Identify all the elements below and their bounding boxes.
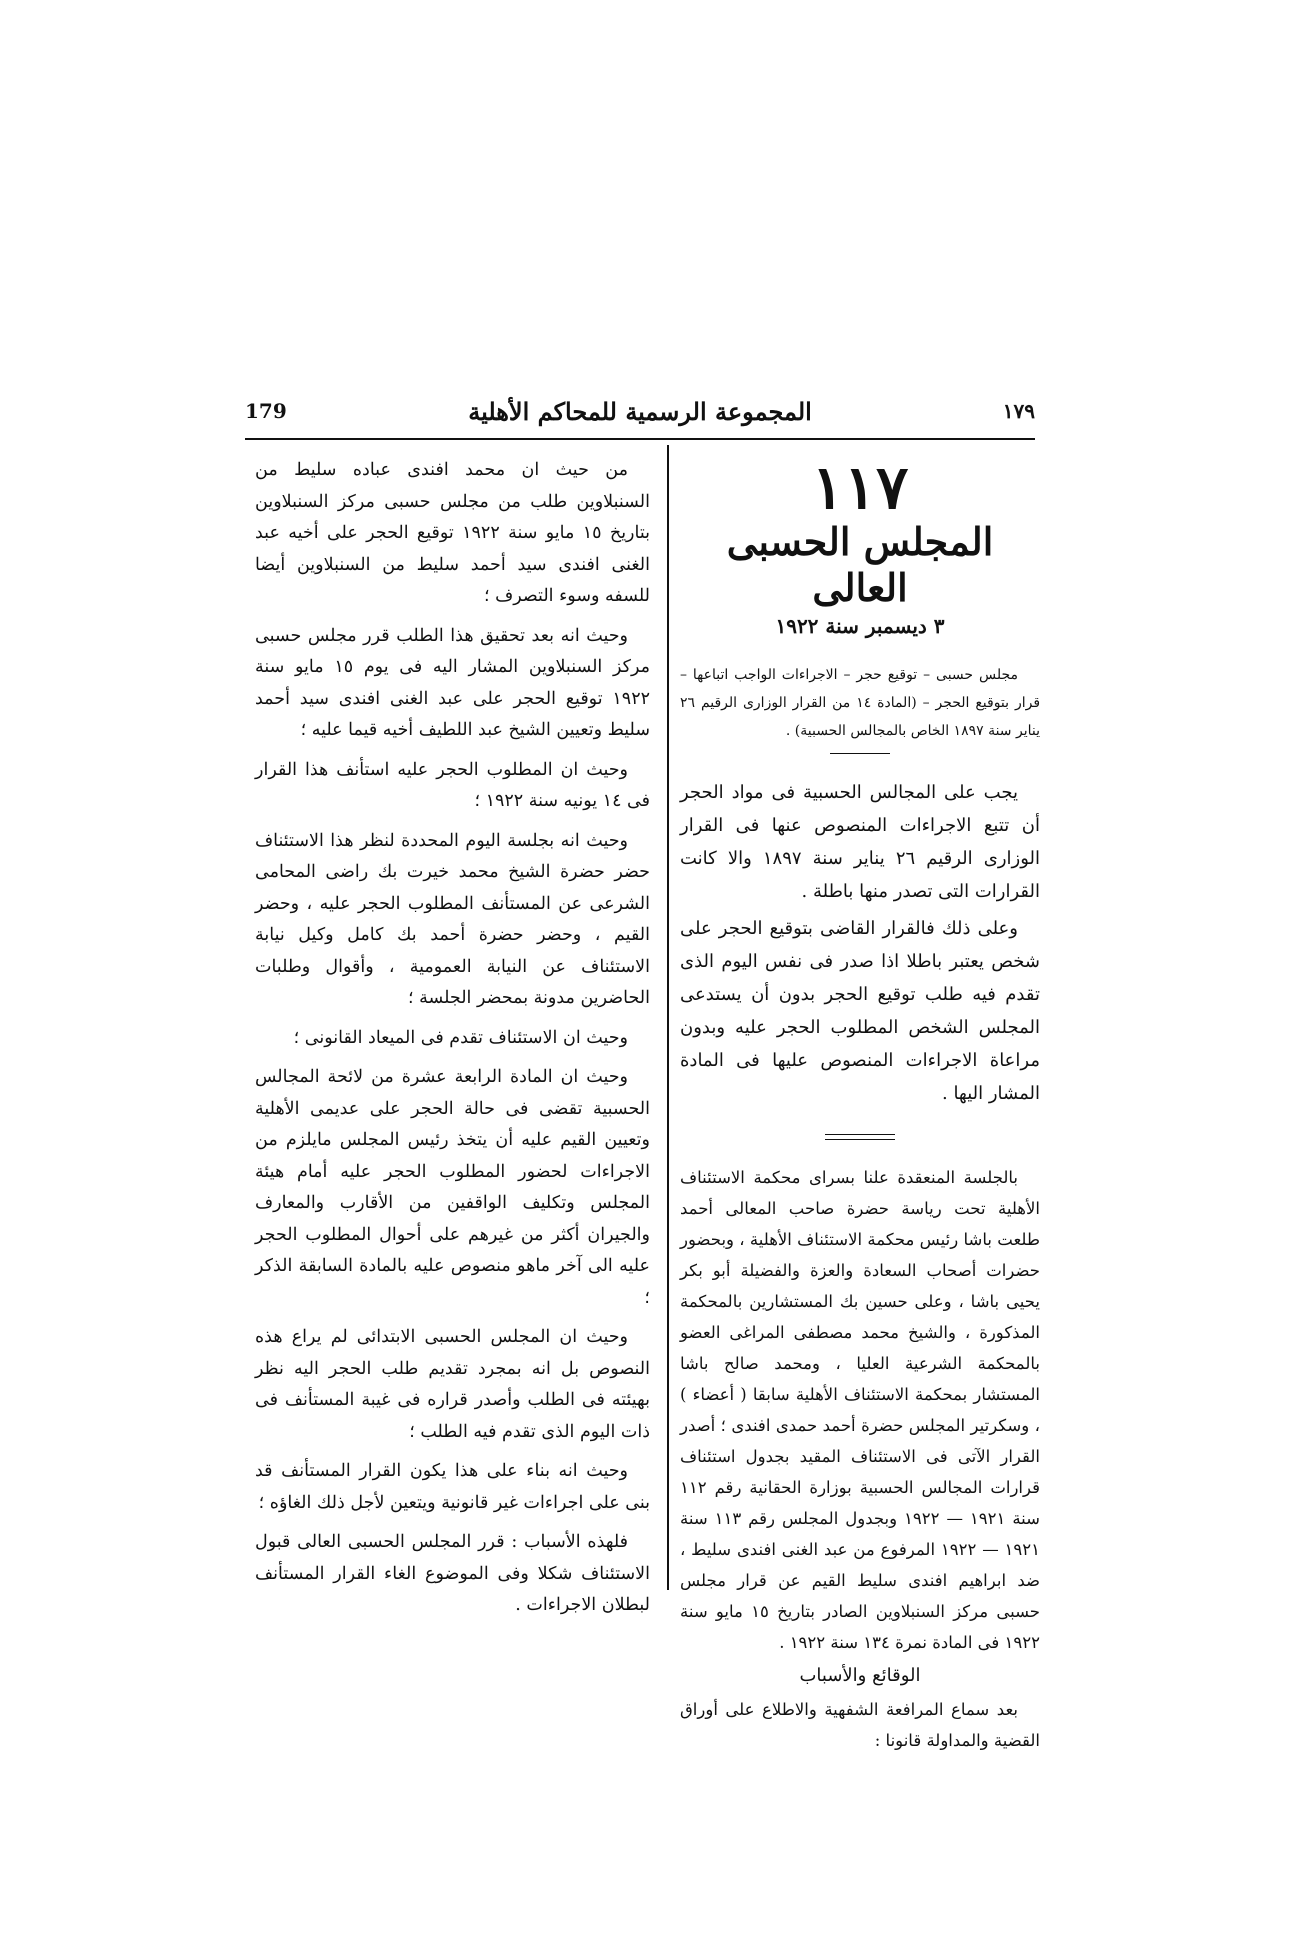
column-divider: [667, 445, 669, 1590]
court-name: المجلس الحسبى العالى: [726, 519, 994, 610]
body-paragraph: وحيث انه بناء على هذا يكون القرار المستأنف قد بنى على اجراءات غير قانونية ويتعين لأجل ذلك الغاؤه ؛: [255, 1461, 650, 1513]
page-header: [245, 395, 1035, 435]
publication-title: المجموعة الرسمية للمحاكم الأهلية: [468, 397, 812, 426]
left-column: [255, 455, 650, 1630]
facts-heading: الوقائع والأسباب: [799, 1665, 921, 1686]
facts-intro: بعد سماع المرافعة الشفهية والاطلاع على أوراق القضية والمداولة قانونا :: [680, 1700, 1040, 1750]
right-column: [680, 455, 1040, 1756]
body-paragraph: من حيث ان محمد افندى عباده سليط من السنبلاوين طلب من مجلس حسبى مركز السنبلاوين بتاريخ ١٥ مايو سنة ١٩٢٢ توقيع الحجر على أخيه عبد الغنى افندى سيد أحمد سليط من السنبلاوين أيضا للسفه وسوء التصرف ؛: [255, 460, 650, 606]
case-number: ١١٧: [811, 453, 909, 523]
decision-date: ٣ ديسمبر سنة ١٩٢٢: [775, 614, 945, 638]
body-paragraph: وحيث ان الاستئناف تقدم فى الميعاد القانونى ؛: [293, 1027, 628, 1048]
body-paragraph: وحيث ان المطلوب الحجر عليه استأنف هذا القرار فى ١٤ يونيه سنة ١٩٢٢ ؛: [255, 759, 650, 811]
principle-paragraph: يجب على المجالس الحسبية فى مواد الحجر أن تتبع الاجراءات المنصوص عنها فى القرار الوزارى الرقيم ٢٦ يناير سنة ١٨٩٧ والا كانت القرارات التى تصدر منها باطلة .: [680, 782, 1041, 902]
body-paragraph: وحيث ان المادة الرابعة عشرة من لائحة المجالس الحسبية تقضى فى حالة الحجر على عديمى الأهلية وتعيين القيم عليه أن يتخذ رئيس المجلس مايلزم من الاجراءات لحضور المطلوب الحجر عليه أمام هيئة المجلس وتكليف الواقفين من الأقارب والمعارف والجيران أكثر من غيرهم على أحوال المطلوب الحجر عليه الى آخر ماهو منصوص عليه بالمادة السابقة الذكر ؛: [255, 1067, 650, 1308]
principle-paragraph: وعلى ذلك فالقرار القاضى بتوقيع الحجر على شخص يعتبر باطلا اذا صدر فى نفس اليوم الذى تقدم فيه طلب توقيع الحجر بدون أن يستدعى المجلس الشخص المطلوب الحجر عليه وبدون مراعاة الاجراءات المنصوص عليها فى المادة المشار اليها .: [680, 918, 1040, 1104]
legal-principle: [680, 776, 1040, 1110]
session-paragraph: بالجلسة المنعقدة علنا بسراى محكمة الاستئناف الأهلية تحت رياسة حضرة صاحب المعالى أحمد طلعت باشا رئيس محكمة الاستئناف الأهلية ، وبحضور حضرات أصحاب السعادة والعزة والفضيلة أبو بكر يحيى باشا ، وعلى حسين بك المستشارين بالمحكمة المذكورة ، والشيخ محمد مصطفى المراغى العضو بالمحكمة الشرعية العليا ، ومحمد صالح باشا المستشار بمحكمة الاستئناف الأهلية سابقا ( أعضاء ) ، وسكرتير المجلس حضرة أحمد حمدى افندى ؛ أصدر القرار الآتى فى الاستئناف المقيد بجدول استئناف قرارات المجالس الحسبية بوزارة الحقانية رقم ١١٢ سنة ١٩٢١ — ١٩٢٢ وبجدول المجلس رقم ١١٣ سنة ١٩٢١ — ١٩٢٢ المرفوع من عبد الغنى افندى سليط ، ضد ابراهيم افندى سليط القيم عن قرار مجلس حسبى مركز السنبلاوين الصادر بتاريخ ١٥ مايو سنة ١٩٢٢ فى المادة نمرة ١٣٤ سنة ١٩٢٢ .: [680, 1168, 1041, 1652]
case-summary: مجلس حسبى – توقيع حجر – الاجراءات الواجب اتباعها – قرار بتوقيع الحجر – (المادة ١٤ من القرار الوزارى الرقيم ٢٦ يناير سنة ١٨٩٧ الخاص بالمجالس الحسبية) .: [680, 667, 1041, 739]
page-number-latin: 179: [245, 399, 287, 423]
page-number-arabic: ١٧٩: [1002, 399, 1035, 423]
decision-paragraph: فلهذه الأسباب : قرر المجلس الحسبى العالى قبول الاستئناف شكلا وفى الموضوع الغاء القرار المستأنف لبطلان الاجراءات .: [255, 1532, 650, 1615]
session-text: [680, 1162, 1040, 1756]
body-paragraph: وحيث انه بجلسة اليوم المحددة لنظر هذا الاستئناف حضر حضرة الشيخ محمد خيرت بك راضى المحامى الشرعى عن المستأنف المطلوب الحجر عليه ، وحضر القيم ، وحضر حضرة أحمد بك كامل وكيل نيابة الاستئناف عن النيابة العمومية ، وأقوال وطلبات الحاضرين مدونة بمحضر الجلسة ؛: [255, 830, 650, 1008]
body-paragraph: وحيث انه بعد تحقيق هذا الطلب قرر مجلس حسبى مركز السنبلاوين المشار اليه فى يوم ١٥ مايو سنة ١٩٢٢ توقيع الحجر على عبد الغنى افندى سيد أحمد سليط وتعيين الشيخ عبد اللطيف أخيه قيما عليه ؛: [255, 625, 650, 740]
header-rule: [245, 438, 1035, 440]
summary-rule: [830, 753, 890, 754]
section-double-rule: [825, 1134, 895, 1140]
body-paragraph: وحيث ان المجلس الحسبى الابتدائى لم يراع هذه النصوص بل انه بمجرد تقديم طلب الحجر اليه نظر بهيئته فى الطلب وأصدر قراره فى غيبة المستأنف فى ذات اليوم الذى تقدم فيه الطلب ؛: [255, 1327, 650, 1442]
